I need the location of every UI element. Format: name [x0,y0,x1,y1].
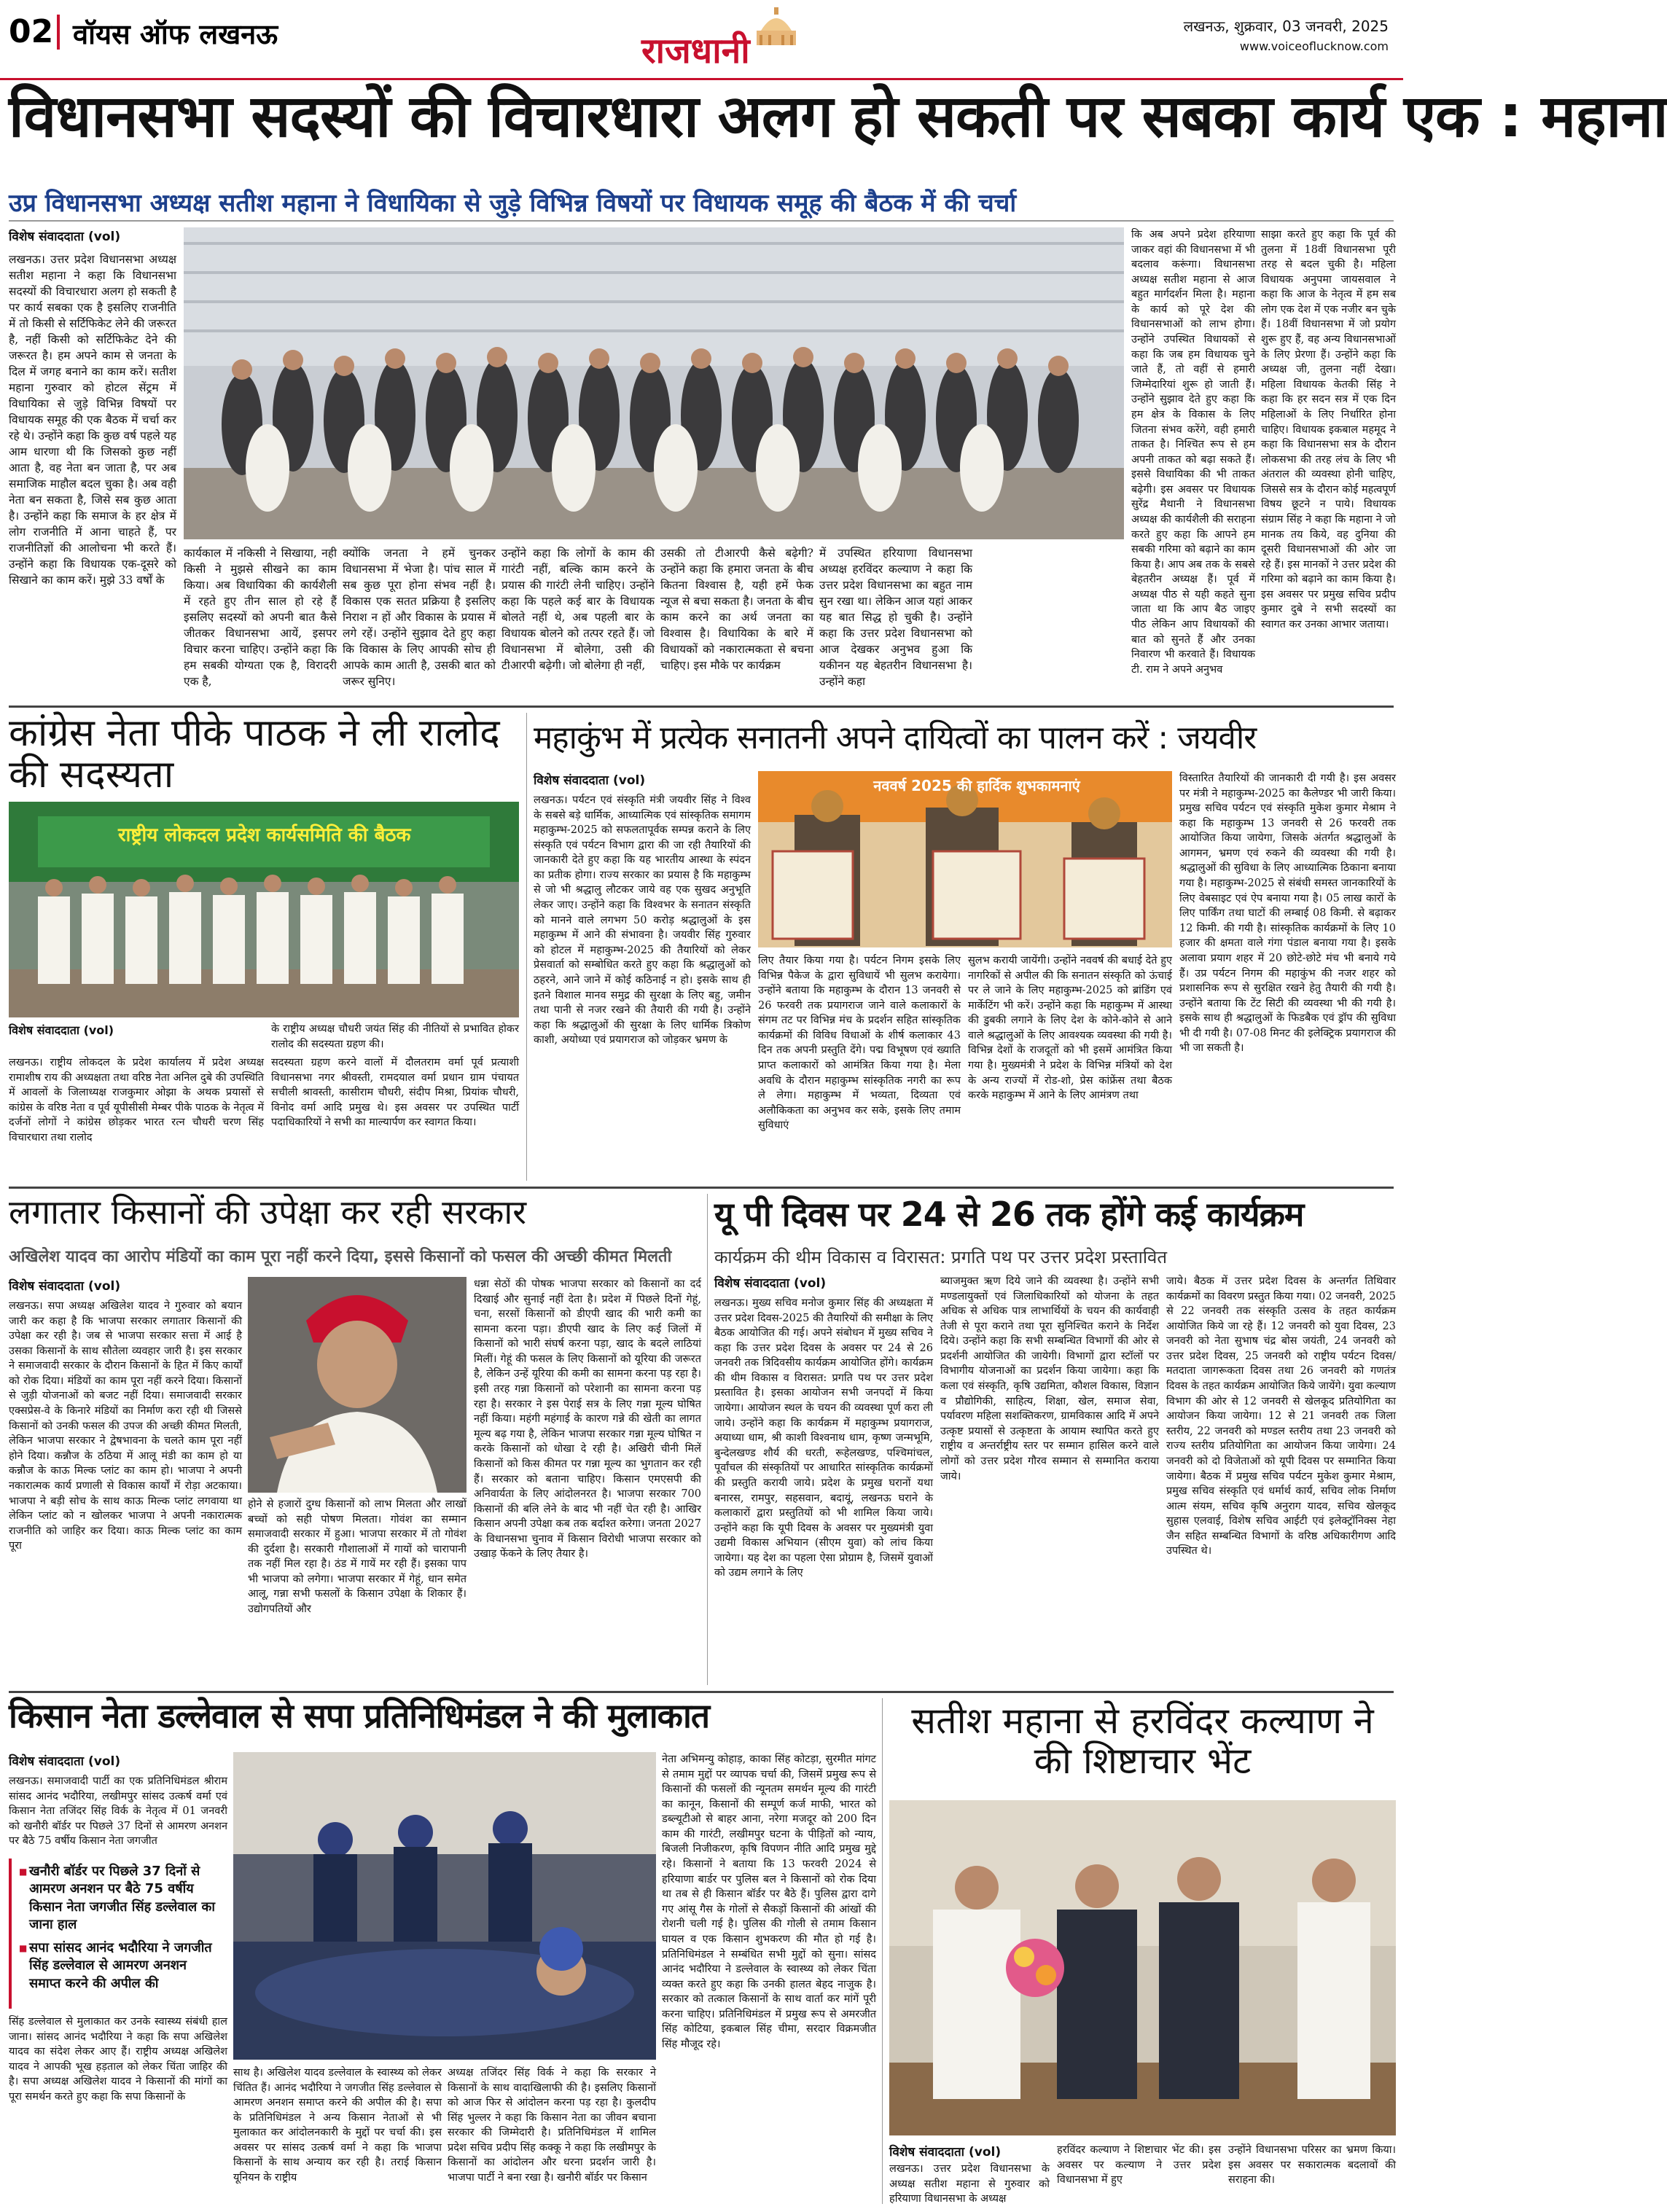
divider [9,1187,1394,1189]
mahana-kalyan-meeting-photo [889,1800,1396,2135]
story2-byline: विशेष संवाददाता (vol) [9,1023,114,1037]
story1-column-2: कार्यकाल में नकिसी ने सिखाया, नही किसी ने मुझसे सीखने का काम किया। अब विधायिका की कार्यशैली में रहते हुए तीन साल हो रहे हैं इसलिए सदस्यों को अपनी बात कैसे जीतकर विधानसभा आयें, इसपर विचार करना चाहिए। उन्होंने कहा कि हम सबकी योग्यता एक है, विरादरी एक है, [184,547,337,688]
page-number: 02 [9,13,54,50]
story4-column-1: लखनऊ। सपा अध्यक्ष अखिलेश यादव ने गुरुवार को बयान जारी कर कहा है कि भाजपा सरकार लगातार किसानों की उपेक्षा कर रही है। जब से भाजपा सरकार सत्ता में आई है उसका किसानों के साथ सौतेला व्यवहार जारी है। इस सरकार ने समाजवादी सरकार के दौरान किसानों के हित में किए कार्यों को रोक दिया। मंडियों का काम पूरा नहीं करने दिया। किसानों से जुड़ी योजनाओं को बजट नहीं दिया। समाजवादी सरकार एक्सप्रेस-वे के किनारे मंडियों का निर्माण करा रही थी जिससे किसानों को उनकी फसल की उपज की अच्छी कीमत मिलती, लेकिन भाजपा सरकार ने द्वेषभावना के चलते काम पूरा नहीं होने दिया। कन्नौज के ठठिया में आलू मंडी का काम हो या कन्नौज के काऊ मिल्क प्लांट का काम हो। भाजपा ने अपनी नकारात्मक कार्य प्रणाली से विकास कार्यों में रोड़ा अटकाया। भाजपा ने बड़ी सोच के साथ काऊ मिल्क प्लांट लगवाया था लेकिन प्लांट को न खोलकर भाजपा ने अपनी नकारात्मक राजनीति को जाहिर कर दिया। काऊ मिल्क प्लांट का काम पूरा [9,1300,242,1552]
story6-highlights [9,1859,227,2009]
story3-column-3: सुलभ करायी जायेंगी। उन्होंने नववर्ष की बधाई देते हुए नागरिकों से अपील की कि सनातन संस्कृति को ऊंचाई पर ले जाने के लिए महाकुम्भ-2025 को ब्रांडिंग एवं मार्केटिंग भी करें। उन्होंने कहा कि महाकुम्भ में आस्था की डुबकी लगाने के लिए देश के कोने-कोने से आने वाले श्रद्धालुओं के लिए आवश्यक व्यवस्था की गयी है। विभिन्न देशों के राजदूतों को भी इसमें आमंत्रित किया गया है। मुख्यमंत्री ने प्रदेश के विभिन्न मंत्रियों को देश के अन्य राज्यों में रोड-शो, प्रेस कांफ्रेंस तथा बैठक करके महाकुम्भ में आने के लिए आमंत्रण तथा [968,955,1172,1102]
story6-column-4: नेता अभिमन्यु कोहाड़, काका सिंह कोटड़ा, सुरमीत मांगट से तमाम मुद्दों पर व्यापक चर्चा की, जिसमें प्रमुख रूप से किसानों की फसलों की न्यूनतम समर्थन मूल्य की गारंटी का कानून, किसानों की सम्पूर्ण कर्ज माफी, भारत को डब्ल्यूटीओ से बाहर आना, नरेगा मजदूर को 200 दिन काम की गारंटी, लखीमपुर घटना के पीड़ितों को न्याय, बिजली निजीकरण, कृषि विपणन नीति आदि प्रमुख मुद्दे रहे। किसानों ने बताया कि 13 फरवरी 2024 से हरियाणा बार्डर पर पुलिस बल ने किसानों को रोक दिया था तब से ही किसान बॉर्डर पर बैठे हैं। पुलिस द्वारा दागे गए आंसू गैस के गोलों से सैकड़ों किसानों की आंखों की रोशनी चली गई है। पुलिस की गोली से तमाम किसान घायल व एक किसान शुभकरण की मौत हो गई है। प्रतिनिधिमंडल ने सम्बंधित सभी मुद्दों को सुना। सांसद आनंद भदौरिया ने डल्लेवाल के स्वास्थ्य को लेकर चिंता व्यक्त करते हुए कहा कि उनकी हालत बेहद नाजुक है। सरकार को तत्काल किसानों के साथ वार्ता कर मांगें पूरी करना चाहिए। प्रतिनिधिमंडल में प्रमुख रूप से अमरजीत सिंह कोटिया, इकबाल सिंह चीमा, सरदार विक्रमजीत सिंह मौजूद रहे। [662,1754,876,2050]
story1-column-6: में उपस्थित हरियाणा विधानसभा अध्यक्ष हरविंदर कल्याण ने कहा कि उत्तर प्रदेश विधानसभा का बहुत नाम सुन रखा था। लेकिन आज यहां आकर यह बात सिद्ध हो चुकी है। उन्होंने कहा कि उत्तर प्रदेश विधानसभा को आज देखकर अनुभव हुआ कि यकीनन यह बेहतरीन विधानसभा है। उन्होंने कहा [819,547,972,688]
logo-text: राजधानी [641,31,750,71]
story1-column-1: लखनऊ। उत्तर प्रदेश विधानसभा अध्यक्ष सतीश महाना ने कहा कि विधानसभा सदस्यों की विचारधारा अलग हो सकती है पर कार्य सबका एक है इसलिए राजनीति में तो किसी से सर्टिफिकेट लेने की जरूरत है, नहीं किसी को सर्टिफिकेट देने की जरूरत है। हम अपने काम से जनता के दिल में जगह बनाने का काम करें। सतीश महाना गुरुवार को होटल सेंट्रम में विधायिका से जुड़े विभिन्न विषयों पर विधायक समूह की एक बैठक में चर्चा कर रहे थे। उन्होंने कहा कि कुछ वर्ष पहले यह आम धारणा थी कि जिसको कुछ नहीं आता है, वह नेता बन जाता है, पर अब समाजिक माहौल बदल चुका है। अब वही नेता बन सकता है, जिसे सब कुछ आता है। उन्होंने कहा कि समाज के हर क्षेत्र में लोग राजनीति में आना चाहते हैं, पर राजनीतिज्ञों की आलोचना भी करते हैं। उन्होंने कहा कि विधायक एक-दूसरे को सिखाने का काम करें। मुझे 33 वर्षों के [9,253,176,587]
story3-column-4: विस्तारित तैयारियों की जानकारी दी गयी है। इस अवसर पर मंत्री ने महाकुम्भ-2025 का कैलेण्डर भी जारी किया। प्रमुख सचिव पर्यटन एवं संस्कृति मुकेश कुमार मेश्राम ने कहा कि महाकुम्भ 13 जनवरी से 26 फरवरी तक आयोजित किया जायेगा, जिसके अंतर्गत श्रद्धालुओं के आगमन, भ्रमण एवं रुकने की व्यवस्था की गयी है। श्रद्धालुओं की सुविधा के लिए आध्यात्मिक ठिकाना बनाया गया है। महाकुम्भ-2025 से संबंधी समस्त जानकारियों के लिए वेबसाइट एवं ऐप बनाया गया है। 05 लाख कारों के लिए पार्किंग तथा घाटों की लम्बाई 08 किमी. से बढ़ाकर 12 किमी. की गयी है। सांस्कृतिक कार्यक्रमों के लिए 10 हजार की क्षमता वाले गंगा पंडाल बनाया गया है। इसके अलावा प्रयाग शहर में 20 छोटे-छोटे मंच भी बनाये गये हैं। उप्र पर्यटन निगम की महाकुंभ की नजर शहर को प्रशासनिक रूप से सुरक्षित रखने हेतु तैयारी की गयी है। उन्होंने बताया कि टेंट सिटी की व्यवस्था भी की गयी है। इसके साथ ही श्रद्धालुओं के फिडबैक एवं ड्रॉप की सुविधा भी दी गयी है। 07-08 मिनट की इलेक्ट्रिक प्रयागराज की भी जा सकती है। [1179,773,1396,1055]
website-link[interactable]: www.voiceoflucknow.com [1239,39,1389,53]
story3-byline: विशेष संवाददाता (vol) [534,773,646,788]
story4-subhead: अखिलेश यादव का आरोप मंडियों का काम पूरा नहीं करने दिया, इससे किसानों को फसल की अच्छी कीमत मिलती [9,1248,672,1266]
dome-icon [751,6,802,47]
divider [707,1194,708,1685]
story6-column-2: साथ है। अखिलेश यादव डल्लेवाल के स्वास्थ्य को लेकर चिंतित हैं। आनंद भदौरिया ने जगजीत सिंह डल्लेवाल से आमरण अनशन समाप्त करने की अपील की है। सपा के प्रतिनिधिमंडल ने अन्य किसान नेताओं से भी मुलाकात कर आंदोलनकारी के मुद्दों पर चर्चा की। इस अवसर पर सांसद उत्कर्ष वर्मा ने कहा कि भाजपा किसानों के साथ अन्याय कर रही है। तराई किसान यूनियन के राष्ट्रीय [233,2067,442,2184]
section-title: वॉयस ऑफ लखनऊ [73,18,278,50]
issue-date: लखनऊ, शुक्रवार, 03 जनवरी, 2025 [1183,17,1389,35]
story1-headline: विधानसभा सदस्यों की विचारधारा अलग हो सकती पर सबका कार्य एक : महाना [9,82,1667,150]
story6-column-1b: सिंह डल्लेवाल से मुलाकात कर उनके स्वास्थ्य संबंधी हाल जाना। सांसद आनंद भदौरिया ने कहा कि सपा अखिलेश यादव का संदेश लेकर आए हैं। राष्ट्रीय अध्यक्ष अखिलेश यादव ने आपकी भूख हड़ताल को लेकर चिंता जाहिर की है। सपा अध्यक्ष अखिलेश यादव ने किसानों की मांगों का पूरा समर्थन करते हुए कहा कि सपा किसानों के [9,2016,227,2103]
assembly-group-photo [184,227,1124,539]
story5-byline: विशेष संवाददाता (vol) [714,1276,827,1291]
story3-column-2: लिए तैयार किया गया है। पर्यटन निगम इसके लिए विभिन्न पैकेज के द्वारा सुविधायें भी सुलभ करायेगा। उन्होंने बताया कि महाकुम्भ के दौरान 13 जनवरी से 26 फरवरी तक प्रयागराज जाने वाले कलाकारों के संगम तट पर विभिन्न मंच के प्रदर्शन सहित सांस्कृतिक कार्यक्रमों की विविध विधाओं के शीर्ष कलाकार 43 दिन तक अपनी प्रस्तुति देंगे। पद्म विभूषण एवं ख्याति प्राप्त कलाकारों को आमंत्रित किया गया है। मेला अवधि के दौरान महाकुम्भ सांस्कृतिक नगरी का रूप ले लेगा। महाकुम्भ में भव्यता, दिव्यता एवं अलौकिकता का अनुभव कर सके, इसके लिए तमाम सुविधाएं [758,955,961,1132]
story2-caption-text: के राष्ट्रीय अध्यक्ष चौधरी जयंत सिंह की नीतियों से प्रभावित होकर रालोद की सदस्यता ग्रहण की। [271,1023,519,1050]
story5-column-2: ब्याजमुक्त ऋण दिये जाने की व्यवस्था है। उन्होंने सभी मण्डलायुक्तों एवं जिलाधिकारियों को योजना के तहत अधिक से अधिक पात्र लाभार्थियों के चयन की कार्यवाही तेजी से पूरा कराने तथा पूरा सुनिश्चित कराने के निर्देश दिये। उन्होंने कहा कि सभी सम्बन्धित विभागों की ओर से प्रदर्शनी आयोजित की जायेगी। विभागों द्वारा स्टॉलों पर विभागीय योजनाओं का प्रदर्शन किया जायेगा। कहा कि कला एवं संस्कृति, कृषि उद्यमिता, कौशल विकास, विज्ञान व प्रौद्योगिकी, साहित्य, शिक्षा, खेल, समाज सेवा, पर्यावरण महिला सशक्तिकरण, ग्रामविकास आदि में अपने उत्कृष्ट प्रयासों से उत्कृष्टता के आयाम स्थापित करते हुए राष्ट्रीय व अन्तर्राष्ट्रीय स्तर पर सम्मान हासिल करने वाले लोगों को उत्तर प्रदेश गौरव सम्मान से सम्मानित कराया जाये। [940,1275,1159,1482]
story5-column-1: लखनऊ। मुख्य सचिव मनोज कुमार सिंह की अध्यक्षता में उत्तर प्रदेश दिवस-2025 की तैयारियों की समीक्षा के लिए बैठक आयोजित की गई। अपने संबोधन में मुख्य सचिव ने कहा कि उत्तर प्रदेश दिवस के अवसर पर 24 से 26 जनवरी तक त्रिदिवसीय कार्यक्रम आयोजित होंगे। कार्यक्रम की थीम विकास व विरासत: प्रगति पथ पर उत्तर प्रदेश प्रस्तावित है। इसका आयोजन सभी जनपदों में किया जायेगा। आयोजन स्थल के चयन की व्यवस्था पूर्ण करा ली जाये। उन्होंने कहा कि कार्यक्रम में महाकुम्भ प्रयागराज, अयाध्या धाम, श्री काशी विश्वनाथ धाम, कृष्ण जन्मभूमि, बुन्देलखण्ड शौर्य की धरती, रूहेलखण्ड, पश्चिमांचल, पूर्वांचल की संस्कृतियों पर आधारित सांस्कृतिक कार्यक्रमों की प्रस्तुति करायी जाये। प्रदेश के प्रमुख घरानों यथा बनारस, रामपुर, सहसवान, बदायूं, लखनऊ घराने के कलाकारों द्वारा प्रस्तुतियों को भी शामिल किया जाये। उन्होंने कहा कि यूपी दिवस के अवसर पर मुख्यमंत्री युवा उद्यमी विकास अभियान (सीएम युवा) को लांच किया जायेगा। यह देश का पहला ऐसा प्रोग्राम है, जिसमें युवाओं को उद्यम लगाने के लिए [714,1297,933,1579]
divider [9,1691,1394,1693]
story7-column-3: उन्होंने विधानसभा परिसर का भ्रमण किया। इस अवसर पर सकारात्मक बदलावों की सराहना की। [1228,2144,1396,2186]
story1-column-7: कि अब अपने प्रदेश हरियाणा जाकर वहां की विधानसभा में भी बदलाव करूंगा। विधानसभा अध्यक्ष सतीश महाना से आज बहुत मार्गदर्शन मिला है। महाना के कार्य को पूरे देश की विधानसभाओं को लाभ होगा। उन्होंने उपस्थित विधायकों से कहा कि जब हम विधायक चुने जाते हैं, तो वहीं से हमारी जिम्मेदारियां शुरू हो जाती हैं। उन्होंने सुझाव देते हुए कहा कि हम क्षेत्र के विकास के लिए जितना संभव करेंगे, वही हमारी ताकत है। निश्चित रूप से हम अपनी ताकत को बढ़ा सकते हैं। इससे विधायिका की भी ताकत बढ़ेगी। इस अवसर पर विधायक सुरेंद्र मैथानी ने विधानसभा अध्यक्ष की कार्यशैली की सराहना करते हुए कहा कि आपने हम सबकी गरिमा को बढ़ाने का काम किया है। आप अब तक के सबसे बेहतरीन अध्यक्ष हैं। पूर्व में अध्यक्ष पीठ से यही कहते सुना जाता था कि आप बैठ जाइए पीठ लेकिन आप विधायकों की बात को सुनते हैं और उनका निवारण भी करवाते हैं। विधायक टी. राम ने अपने अनुभव [1131,229,1255,676]
banner-text: राष्ट्रीय लोकदल प्रदेश कार्यसमिति की बैठक [118,824,411,846]
story4-byline: विशेष संवाददाता (vol) [9,1279,121,1294]
story4-headline: लगातार किसानों की उपेक्षा कर रही सरकार [9,1192,527,1232]
story1-subhead: उप्र विधानसभा अध्यक्ष सतीश महाना ने विधायिका से जुड़े विभिन्न विषयों पर विधायक समूह की बैठक में की चर्चा [9,189,1017,218]
story2-column-1: लखनऊ। राष्ट्रीय लोकदल के प्रदेश कार्यालय में प्रदेश अध्यक्ष रामाशीष राय की अध्यक्षता तथा वरिष्ठ नेता अनिल दुबे की उपस्थिति में आवलों के जिलाध्यक्ष राजकुमार ओझा के अथक प्रयासों से कांग्रेस के वरिष्ठ नेता व पूर्व यूपीसीसी मेम्बर पीके पाठक के नेतृत्व में दर्जनों लोगों ने कांग्रेस छोड़कर भारत रत्न चौधरी चरण सिंह विचारधारा तथा रालोद [9,1057,264,1144]
story7-headline: सतीश महाना से हरविंदर कल्याण ने की शिष्टाचार भेंट [911,1700,1374,1782]
akhilesh-yadav-photo [248,1277,466,1493]
story4-column-2: होने से हजारों दुग्ध किसानों को लाभ मिलता और लाखों बच्चों को सही पोषण मिलता। गोवंश का सम्मान समाजवादी सरकार में हुआ। भाजपा सरकार में तो गोवंश की दुर्दशा है। सरकारी गौशालाओं में गायों को चारापानी तक नहीं मिल रहा है। ठंड में गायें मर रही हैं। इसका पाप भी भाजपा को लगेगा। भाजपा सरकार में गेहूं, धान समेत आलू, गन्ना सभी फसलों के किसान उपेक्षा के शिकार हैं। उद्योगपतियों और [248,1498,466,1616]
story2-headline: कांग्रेस नेता पीके पाठक ने ली रालोद की सदस्यता [9,711,500,797]
story1-byline: विशेष संवाददाता (vol) [9,230,121,244]
story1-column-4: उन्होंने कहा कि लोगों के काम की गारंटी नहीं, बल्कि काम करने के प्रयास की गारंटी लेनी चाहिए। उन्होंने कहा कि पहले कई बार के विधायक बोलते नहीं थे, अब पहली बार के विधायक बोलने को तत्पर रहते हैं। जो विधानसभा में बोलेगा, उसी की टीआरपी बढ़ेगी। जो बोलेगा ही नहीं, [501,547,655,672]
story4-column-3: धन्ना सेठों की पोषक भाजपा सरकार को किसानों का दर्द दिखाई और सुनाई नहीं देता है। प्रदेश में पिछले दिनों गेहूं, चना, सरसों किसानों को डीएपी खाद की भारी कमी का सामना करना पड़ा। डीएपी खाद के लिए कई जिलों में किसानों को भारी संघर्ष करना पड़ा, खाद के बदले लाठियां मिलीं। गेहूं की फसल के लिए किसानों को यूरिया की जरूरत है, लेकिन उन्हें यूरिया की कमी का सामना करना पड़ रहा है। इसी तरह गन्ना किसानों को परेशानी का सामना करना पड़ रहा है। सरकार ने इस पेराई सत्र के लिए गन्ना मूल्य घोषित नहीं किया। महंगी महंगाई के कारण गन्ने की खेती का लागत मूल्य बढ़ गया है, लेकिन भाजपा सरकार गन्ना मूल्य घोषित न करके किसानों को धोखा दे रही है। अखिरी चीनी मिलें किसानों को किस कीमत पर गन्ना मूल्य का भुगतान कर रही हैं। सरकार को बताना चाहिए। किसान एमएसपी की अनिवार्यता के लिए आंदोलनरत है। भाजपा सरकार 700 किसानों की बलि लेने के बाद भी नहीं चेत रही है। आखिर किसान अपनी उपेक्षा कब तक बर्दाश्त करेगा। जनता 2027 के विधानसभा चुनाव में किसान विरोधी भाजपा सरकार को उखाड़ फेंकने के लिए तैयार है। [474,1278,701,1560]
story7-column-2: हरविंदर कल्याण ने शिष्टाचार भेंट की। इस अवसर पर कल्याण ने उत्तर प्रदेश विधानसभा में हुए [1057,2144,1221,2186]
story3-column-1: लखनऊ। पर्यटन एवं संस्कृति मंत्री जयवीर सिंह ने विश्व के सबसे बड़े धार्मिक, आध्यात्मिक एवं सांस्कृतिक समागम महाकुम्भ-2025 को सफलतापूर्वक सम्पन्न कराने के लिए संस्कृति एवं पर्यटन विभाग द्वारा की जा रही तैयारियों की जानकारी देते हुए कहा कि यह भारतीय आस्था के स्पंदन का प्रतीक होगा। राज्य सरकार का प्रयास है कि महाकुम्भ से जो भी श्रद्धालु लौटकर जाये वह एक सुखद अनुभूति लेकर जाए। उन्होंने कहा कि विश्वभर के सनातन संस्कृति को मानने वाले लगभग 50 करोड़ श्रद्धालुओं के इस महाकुम्भ में आने की संभावना है। जयवीर सिंह गुरुवार को होटल में महाकुम्भ-2025 की तैयारियों को लेकर प्रेसवार्ता को सम्बोधित करते हुए कहा कि श्रद्धालुओं को ठहरने, आने जाने में कोई कठिनाई न हो। इसके साथ ही इतने विशाल मानव समुद्र की सुरक्षा के लिए बहु, जमीन तथा पानी से नजर रखने की तैयारी की गयी है। उन्होंने कहा कि श्रद्धालुओं की सुरक्षा के लिए धार्मिक त्रिकोण काशी, अयोध्या एवं प्रयागराज को जोड़कर भ्रमण के [534,794,751,1047]
divider [526,713,527,1181]
story1-column-3: क्योंकि जनता ने हमें चुनकर विधानसभा में भेजा है। पांच साल में सब कुछ पूरा होना संभव नहीं है। विकास एक सतत प्रक्रिया है इसलिए निराश न हों और विकास के प्रयास में लगे रहें। उन्होंने सुझाव देते हुए कहा कि विकास के लिए आपकी सोच ही आपके काम आती है, उसकी बात को जरूर सुनिए। [343,547,496,688]
story6-column-3: अध्यक्ष तजिंदर सिंह विर्क ने कहा कि सरकार ने किसानों के साथ वादाखिलाफी की है। इसलिए किसानों को आज फिर से आंदोलन करना पड़ रहा है। कुलदीप सिंह भुल्लर ने कहा कि किसान नेता का जीवन बचाना सरकार की जिम्मेदारी है। प्रतिनिधिमंडल में शामिल प्रदेश सचिव प्रदीप सिंह कक्कू ने कहा कि लखीमपुर के किसानों का आंदोलन और धरना प्रदर्शन जारी है। भाजपा पार्टी ने बना रखा है। खनौरी बॉर्डर पर किसान [448,2067,656,2184]
story7-column-1: लखनऊ। उत्तर प्रदेश विधानसभा के अध्यक्ष सतीश महाना से गुरुवार को हरियाणा विधानसभा के अध्यक्ष [889,2163,1050,2205]
divider [882,1698,883,2204]
story7-byline: विशेष संवाददाता (vol) [889,2145,1002,2160]
divider [9,220,1394,222]
story5-headline: यू पी दिवस पर 24 से 26 तक होंगे कई कार्यक्रम [714,1195,1304,1234]
publication-logo [641,6,816,75]
story1-column-5: उसकी तो टीआरपी कैसे बढ़ेगी? उन्होंने कहा कि हमारा जनता के बीच कितना विश्वास है, यही हमें फेक न्यूज से बचा सकता है। जनता के बीच काम करने का अर्थ जनता का विश्वास है। विधायिका के बारे में विधायकों को नकारात्मकता से बचना चाहिए। इस मौके पर कार्यक्रम [660,547,813,672]
story5-subhead: कार्यक्रम की थीम विकास व विरासत: प्रगति पथ पर उत्तर प्रदेश प्रस्तावित [714,1247,1168,1267]
masthead-divider [57,15,60,50]
mahakumbh-calendar-photo [758,771,1172,947]
story6-byline: विशेष संवाददाता (vol) [9,1754,121,1769]
story6-headline: किसान नेता डल्लेवाल से सपा प्रतिनिधिमंडल ने की मुलाकात [9,1696,710,1735]
poster-text: नववर्ष 2025 की हार्दिक शुभकामनाएं [873,777,1080,794]
story3-headline: महाकुंभ में प्रत्येक सनातनी अपने दायित्वों का पालन करें : जयवीर [534,719,1257,757]
story6-column-1: लखनऊ। समाजवादी पार्टी का एक प्रतिनिधिमंडल श्रीराम सांसद आनंद भदौरिया, लखीमपुर सांसद उत्कर्ष वर्मा एवं किसान नेता तजिंदर सिंह विर्क के नेतृत्व में 01 जनवरी को खनौरी बॉर्डर पर पिछले 37 दिनों से आमरण अनशन पर बैठे 75 वर्षीय किसान नेता जगजीत [9,1775,227,1848]
highlight-item: ■ खनौरी बॉर्डर पर पिछले 37 दिनों से आमरण अनशन पर बैठे 75 वर्षीय किसान नेता जगजीत सिंह डल्लेवाल का जाना हाल [19,1863,220,1934]
story1-column-8: साझा करते हुए कहा कि पूर्व की तुलना में 18वीं विधानसभा पूरी तरह से बदल चुकी है। महिला विधायक अनुपमा जायसवाल ने कहा कि आज के नेतृत्व में हम सब लोग एक देश में एक नजीर बन चुके हैं। 18वीं विधानसभा में जो प्रयोग शुरू हुए हैं, वह अन्य विधानसभाओं के लिए प्रेरणा हैं। उन्होंने कहा कि अध्यक्ष जी, तुलना नहीं देखा। महिला विधायक केतकी सिंह ने कहा कि हर सदन सत्र में एक दिन महिलाओं के लिए निर्धारित होना चाहिए। विधायक इकबाल महमूद ने कहा कि विधानसभा सत्र के दौरान लोकसभा की तरह लंच के लिए भी अंतराल की व्यवस्था होनी चाहिए, जिससे सत्र के दौरान कोई महत्वपूर्ण विषय छूटने न पाये। विधायक संग्राम सिंह ने कहा कि महाना ने जो मानक तय किये, वह दुनिया की दूसरी विधानसभाओं की ओर जा रहे हैं। इस मानकों ने उत्तर प्रदेश की गरिमा को बढ़ाने का काम किया है। इस अवसर पर प्रमुख सचिव प्रदीप कुमार दुबे ने सभी सदस्यों का स्वागत कर उनका आभार जताया। [1261,229,1396,631]
dallewal-meeting-photo [233,1752,656,2060]
rld-event-photo [9,802,519,1017]
divider [9,706,1394,708]
story5-column-3: जाये। बैठक में उत्तर प्रदेश दिवस के अन्तर्गत तिथिवार कार्यक्रमों का विवरण प्रस्तुत किया गया। 02 जनवरी, 2025 से 22 जनवरी तक संस्कृति उत्सव के तहत कार्यक्रम आयोजित किये जा रहे हैं। 12 जनवरी को युवा दिवस, 23 जनवरी को नेता सुभाष चंद्र बोस जयंती, 24 जनवरी को उत्तर प्रदेश दिवस, 25 जनवरी को राष्ट्रीय पर्यटन दिवस/मतदाता जागरूकता दिवस तथा 26 जनवरी को गणतंत्र दिवस के तहत कार्यक्रम आयोजित किये जायेंगे। युवा कल्याण विभाग की ओर से 12 जनवरी से खेलकूद प्रतियोगिता का आयोजन किया जायेगा। 12 से 21 जनवरी तक जिला स्तरीय, 22 जनवरी को मण्डल स्तरीय तथा 23 जनवरी को राज्य स्तरीय प्रतियोगिता का आयोजन किया जायेगा। 24 जनवरी को दो विजेताओं को यूपी दिवस पर सम्मानित किया जायेगा। बैठक में प्रमुख सचिव पर्यटन मुकेश कुमार मेश्राम, प्रमुख सचिव संस्कृति एवं धर्मार्थ कार्य, सचिव लोक निर्माण आत्म संयम, सचिव कृषि अनुराग यादव, सचिव खेलकूद सुहास एलवाई, विशेष सचिव आईटी एवं इलेक्ट्रॉनिक्स नेहा जैन सहित सम्बन्धित विभागों के वरिष्ठ अधिकारीगण आदि उपस्थित थे। [1166,1275,1396,1558]
story2-column-2: सदस्यता ग्रहण करने वालों में दौलतराम वर्मा पूर्व प्रत्याशी विधानसभा नगर श्रीवस्ती, रामदयाल वर्मा प्रधान ग्राम पंचायत सचीली श्रावस्ती, कासीराम चौधरी, संदीप मिश्रा, प्रियांक चौधरी, विनोद वर्मा आदि प्रमुख थे। इस अवसर पर उपस्थित पार्टी पदाधिकारियों ने सभी का माल्यार्पण कर स्वागत किया। [271,1057,519,1129]
highlight-item: ■ सपा सांसद आनंद भदौरिया ने जगजीत सिंह डल्लेवाल से आमरण अनशन समाप्त करने की अपील की [19,1939,220,1993]
masthead [0,0,1403,80]
